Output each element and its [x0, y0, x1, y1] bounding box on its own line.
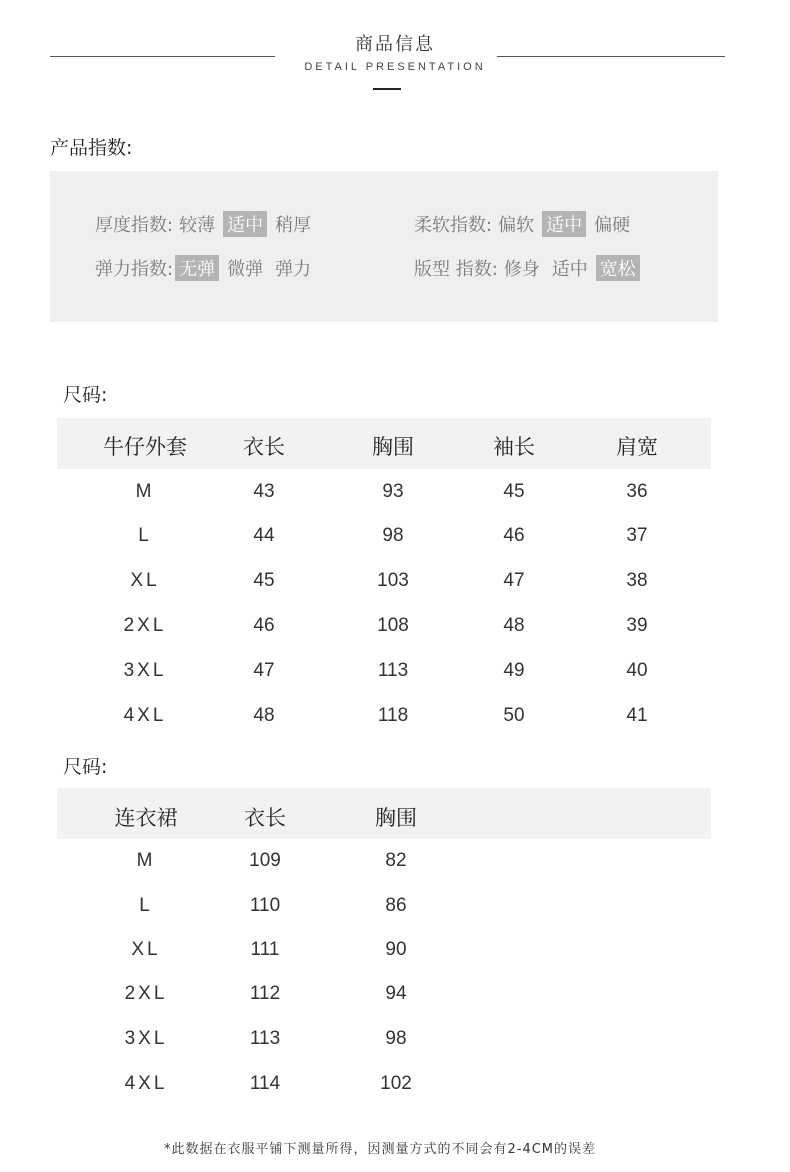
table-cell: 41 [626, 705, 648, 726]
column-header: 衣长 [243, 435, 285, 459]
table-cell: 49 [503, 660, 525, 681]
table-cell: 114 [249, 1073, 281, 1094]
index-option: 适中 [551, 259, 588, 280]
header-line-left [50, 56, 275, 57]
index-option: 稍厚 [275, 215, 312, 236]
size-cell: 3XL [124, 1028, 168, 1049]
table-cell: 82 [385, 850, 407, 871]
size-cell: M [135, 481, 155, 502]
product-index-panel [50, 171, 718, 322]
table-cell: 40 [626, 660, 648, 681]
column-header: 连衣裙 [114, 806, 178, 830]
index-row-elasticity [95, 255, 319, 281]
table-cell: 113 [249, 1028, 281, 1049]
table-cell: 46 [253, 615, 275, 636]
size-cell: 2XL [123, 615, 167, 636]
column-header: 肩宽 [616, 435, 658, 459]
size-cell: XL [131, 939, 161, 960]
table-cell: 45 [503, 481, 525, 502]
index-row-softness [414, 211, 638, 237]
table-cell: 109 [249, 850, 281, 871]
header-underline [373, 88, 401, 90]
table-cell: 43 [253, 481, 275, 502]
index-option: 弹力 [275, 259, 312, 280]
table-cell: 118 [377, 705, 409, 726]
table-cell: 47 [253, 660, 275, 681]
table-cell: 50 [503, 705, 525, 726]
size-cell: 4XL [123, 705, 167, 726]
table-cell: 108 [377, 615, 409, 636]
size-cell: L [139, 895, 153, 916]
size-cell: 2XL [124, 983, 168, 1004]
table-cell: 112 [249, 983, 281, 1004]
index-row-thickness [95, 211, 319, 237]
index-option: 偏软 [498, 215, 535, 236]
table-cell: 93 [382, 481, 404, 502]
column-header: 胸围 [375, 806, 417, 830]
table-cell: 48 [503, 615, 525, 636]
index-option-selected: 宽松 [596, 255, 640, 281]
table-cell: 94 [385, 983, 407, 1004]
column-header: 衣长 [244, 806, 286, 830]
column-header: 胸围 [372, 435, 414, 459]
header-line-right [497, 56, 725, 57]
table-cell: 36 [626, 481, 648, 502]
size-cell: M [136, 850, 156, 871]
size-cell: L [138, 525, 152, 546]
header-subtitle: DETAIL PRESENTATION [304, 61, 486, 73]
index-row-label: 厚度指数: [95, 215, 174, 236]
index-option: 微弹 [227, 259, 264, 280]
table-cell: 98 [385, 1028, 407, 1049]
table-cell: 38 [626, 570, 648, 591]
table-cell: 90 [385, 939, 407, 960]
index-option: 偏硬 [594, 215, 631, 236]
table-cell: 86 [385, 895, 407, 916]
index-option-selected: 无弹 [175, 255, 219, 281]
table-cell: 110 [249, 895, 281, 916]
index-row-label: 柔软指数: [414, 215, 493, 236]
measurement-footnote: *此数据在衣服平铺下测量所得，因测量方式的不同会有2-4CM的误差 [163, 1142, 597, 1157]
column-header: 牛仔外套 [103, 435, 187, 459]
index-option-selected: 适中 [542, 211, 586, 237]
size-table-1-label: 尺码: [63, 384, 108, 406]
header-title: 商品信息 [355, 34, 435, 55]
table-cell: 37 [626, 525, 648, 546]
table-cell: 39 [626, 615, 648, 636]
size-cell: 4XL [124, 1073, 168, 1094]
table-cell: 113 [377, 660, 409, 681]
table-cell: 45 [253, 570, 275, 591]
product-index-label: 产品指数: [50, 137, 133, 159]
size-cell: 3XL [123, 660, 167, 681]
table-cell: 47 [503, 570, 525, 591]
table-cell: 103 [377, 570, 409, 591]
table-cell: 46 [503, 525, 525, 546]
table-cell: 111 [250, 939, 280, 960]
index-option: 修身 [503, 259, 540, 280]
table-cell: 48 [253, 705, 275, 726]
table-cell: 102 [380, 1073, 412, 1094]
size-table-2-label: 尺码: [63, 756, 108, 778]
index-option-selected: 适中 [223, 211, 267, 237]
table-cell: 98 [382, 525, 404, 546]
index-option: 较薄 [179, 215, 216, 236]
table-cell: 44 [253, 525, 275, 546]
index-row-label: 版型 指数: [414, 259, 498, 280]
index-row-label: 弹力指数: [95, 259, 174, 280]
index-row-fit [414, 255, 644, 281]
size-cell: XL [130, 570, 160, 591]
column-header: 袖长 [493, 435, 535, 459]
